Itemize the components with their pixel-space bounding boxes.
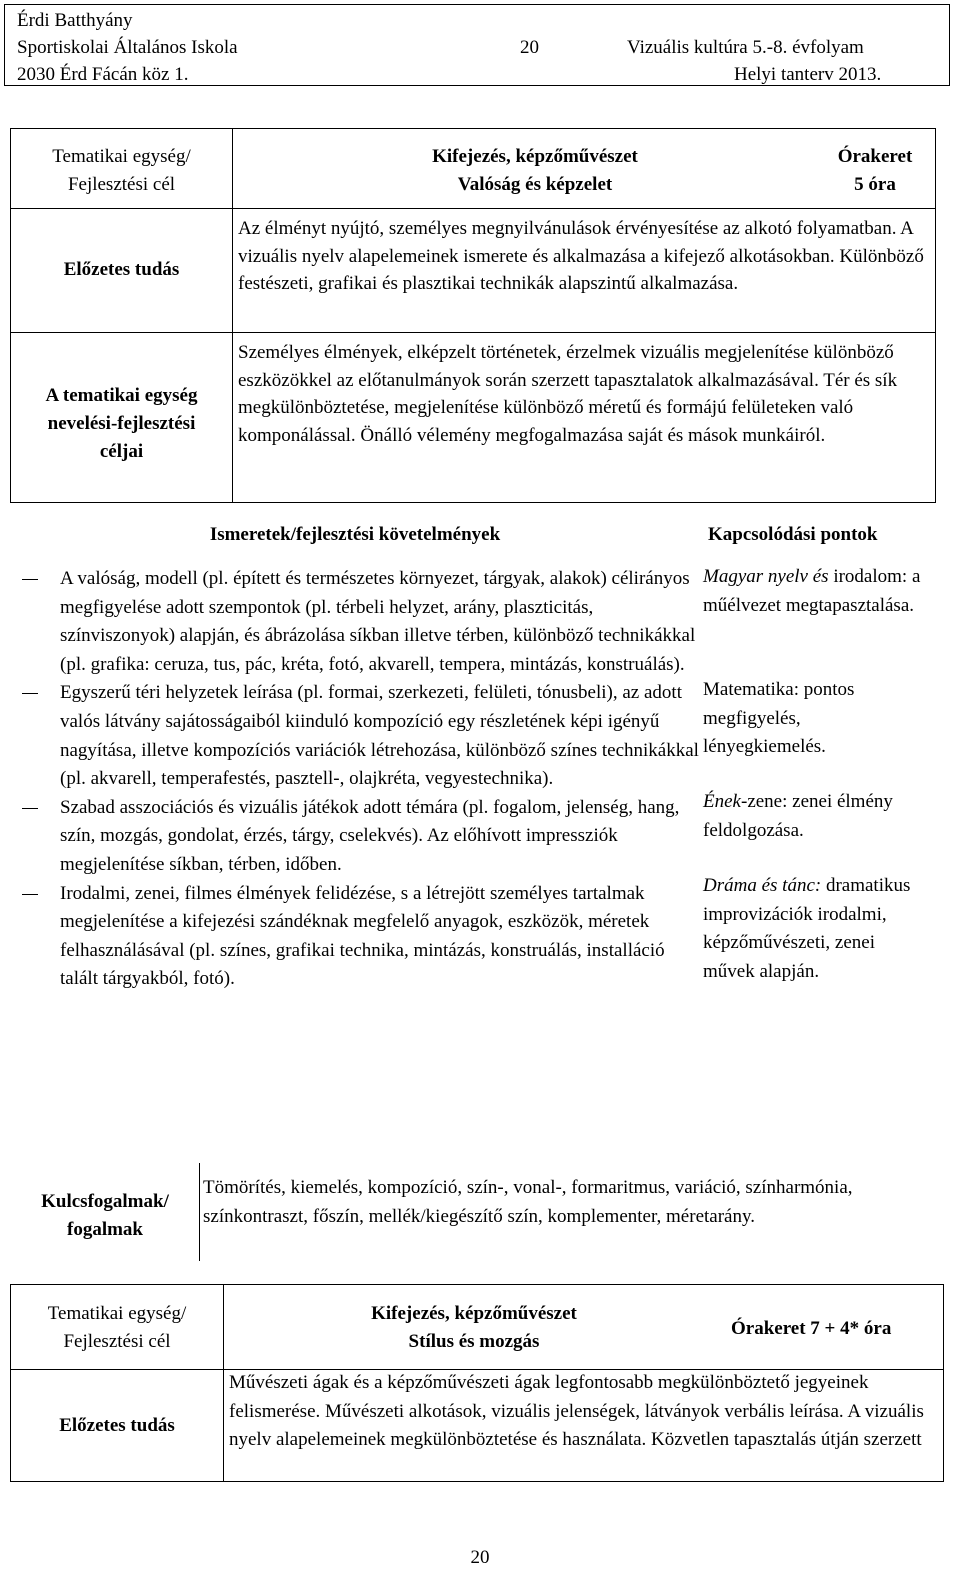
requirement-text: A valóság, modell (pl. épített és természetes környezet, tárgyak, alakok) célirányos megfigyelése adott szempontok (pl. térbeli helyzet, arány, plaszticitás, színviszonyok) alapján, és ábrázolása síkban illetve térben, különböző technikákkal (pl. grafika: ceruza, tus, pác, kréta, fotó, akvarell, tempera, mintázás, konstruálás). — [60, 568, 696, 675]
subject-grade: Vizuális kultúra 5.-8. évfolyam — [627, 37, 864, 58]
list-item — [60, 679, 700, 793]
unit2-title-line1: Kifejezés, képzőművészet — [371, 1303, 577, 1324]
list-item — [60, 794, 700, 880]
school-name-line2: Sportiskolai Általános Iskola — [17, 37, 238, 58]
dash-bullet-icon — [22, 693, 38, 694]
link-subject: Dráma és tánc: — [703, 875, 822, 896]
unit1-topic-label — [11, 143, 232, 199]
keywords-label — [12, 1188, 198, 1244]
requirement-text: Irodalmi, zenei, filmes élmények felidézése, s a létrejött személyes tartalmak megjelenítése a kifejezési szándéknak megfelelő anyagok, eszközök, méretek felhasználásával (pl. színes, grafikai technika, mintázás, konstruálás, installáció talált tárgyakból, fotó). — [60, 882, 665, 990]
unit1-title — [233, 143, 837, 199]
list-item — [60, 565, 700, 679]
link-item — [703, 676, 923, 762]
topic-label-line1: Tematikai egység/ — [47, 1303, 187, 1324]
goals-label-line1: A tematikai egység — [45, 385, 198, 406]
unit1-title-line1: Kifejezés, képzőművészet — [432, 146, 638, 167]
hours-label: Órakeret — [837, 146, 913, 167]
page-header — [4, 4, 950, 86]
requirements-list — [60, 565, 700, 994]
hours-value: 5 óra — [854, 174, 896, 195]
goals-label-line3: céljai — [99, 441, 144, 462]
goals-text: Személyes élmények, elképzelt történetek, érzelmek vizuális megjelenítése különböző eszközökkel az előtanulmányok során szerzett tapasztalatok alkalmazásával. Tér és sík megkülönböztetése, megjelenítése különböző méretű és formájú felületeken való komponálással. Önálló vélemény megfogalmazása saját és mások munkáiról. — [238, 342, 898, 446]
unit2-prior-knowledge-label: Előzetes tudás — [59, 1415, 175, 1436]
unit2-hours: Órakeret 7 + 4* óra — [731, 1318, 892, 1339]
unit2-title-line2: Stílus és mozgás — [408, 1331, 540, 1352]
unit2-title — [224, 1300, 724, 1356]
prior-knowledge-text: Az élményt nyújtó, személyes megnyilvánulások érvényesítése az alkotó folyamatban. A vizuális nyelv alapelemeinek ismerete és alkalmazása a kifejező alkotásokban. Különböző festészeti, grafikai és plasztikai technikák alapszintű alkalmazása. — [238, 218, 924, 294]
school-address: 2030 Érd Fácán köz 1. — [17, 64, 189, 85]
link-text: irodalom: a műélvezet megtapasztalása. — [703, 566, 921, 616]
link-subject: Ének- — [703, 791, 748, 812]
footer-page-number: 20 — [470, 1547, 490, 1568]
keywords-label-line1: Kulcsfogalmak/ — [41, 1191, 169, 1212]
topic-label-line1: Tematikai egység/ — [52, 146, 191, 167]
link-item — [703, 563, 943, 620]
link-text: zene: zenei élmény feldolgozása. — [703, 791, 893, 841]
unit2-prior-knowledge-text: Művészeti ágak és a képzőművészeti ágak legfontosabb megkülönböztető jegyeinek felismerése. Művészeti alkotások, vizuális jelenségek, látványok verbális leírása. A vizuális nyelv alapelemeinek megkülönböztetése és használata. Közvetlen tapasztalás útján szerzett — [229, 1372, 924, 1450]
topic-label-line2: Fejlesztési cél — [63, 1331, 171, 1352]
dash-bullet-icon — [22, 808, 38, 809]
list-item — [60, 880, 700, 994]
link-item — [703, 788, 923, 845]
keywords-label-line2: fogalmak — [67, 1219, 143, 1240]
keywords-text: Tömörítés, kiemelés, kompozíció, szín-, vonal-, formaritmus, variáció, színharmónia, színkontraszt, főszín, mellék/kiegészítő szín, komplementer, méretarány. — [203, 1177, 853, 1227]
unit1-title-line2: Valóság és képzelet — [457, 174, 613, 195]
requirement-text: Egyszerű téri helyzetek leírása (pl. formai, szerkezeti, felületi, tónusbeli), az adott valós látvány sajátosságaiból kiinduló kompozíció egy részletének képi igényű nagyítása, illetve kompozíciós variációk létrehozása, különböző színes technikákkal (pl. akvarell, temperafestés, pasztell-, olajkréta, vegyestechnika). — [60, 682, 699, 790]
curriculum-label: Helyi tanterv 2013. — [734, 64, 882, 85]
links-header: Kapcsolódási pontok — [708, 524, 878, 545]
link-item — [703, 872, 923, 986]
school-name-line1: Érdi Batthyány — [17, 10, 133, 31]
topic-label-line2: Fejlesztési cél — [67, 174, 176, 195]
link-subject: Magyar nyelv és — [703, 566, 829, 587]
requirements-header: Ismeretek/fejlesztési követelmények — [209, 524, 501, 545]
header-page-number: 20 — [520, 37, 539, 58]
dash-bullet-icon — [22, 894, 38, 895]
unit2-topic-label — [11, 1300, 223, 1356]
goals-label — [11, 382, 232, 466]
goals-label-line2: nevelési-fejlesztési — [47, 413, 196, 434]
link-text: dramatikus improvizációk irodalmi, képzőművészeti, zenei művek alapján. — [703, 875, 911, 982]
requirement-text: Szabad asszociációs és vizuális játékok adott témára (pl. fogalom, jelenség, hang, szín, mozgás, gondolat, érzés, tárgy, cselekvés). Az előhívott impressziók megjelenítése síkban, térben, időben. — [60, 796, 680, 875]
unit1-hours — [815, 143, 935, 199]
dash-bullet-icon — [22, 579, 38, 580]
link-text: Matematika: pontos megfigyelés, lényegkiemelés. — [703, 679, 855, 757]
prior-knowledge-label: Előzetes tudás — [63, 259, 180, 280]
